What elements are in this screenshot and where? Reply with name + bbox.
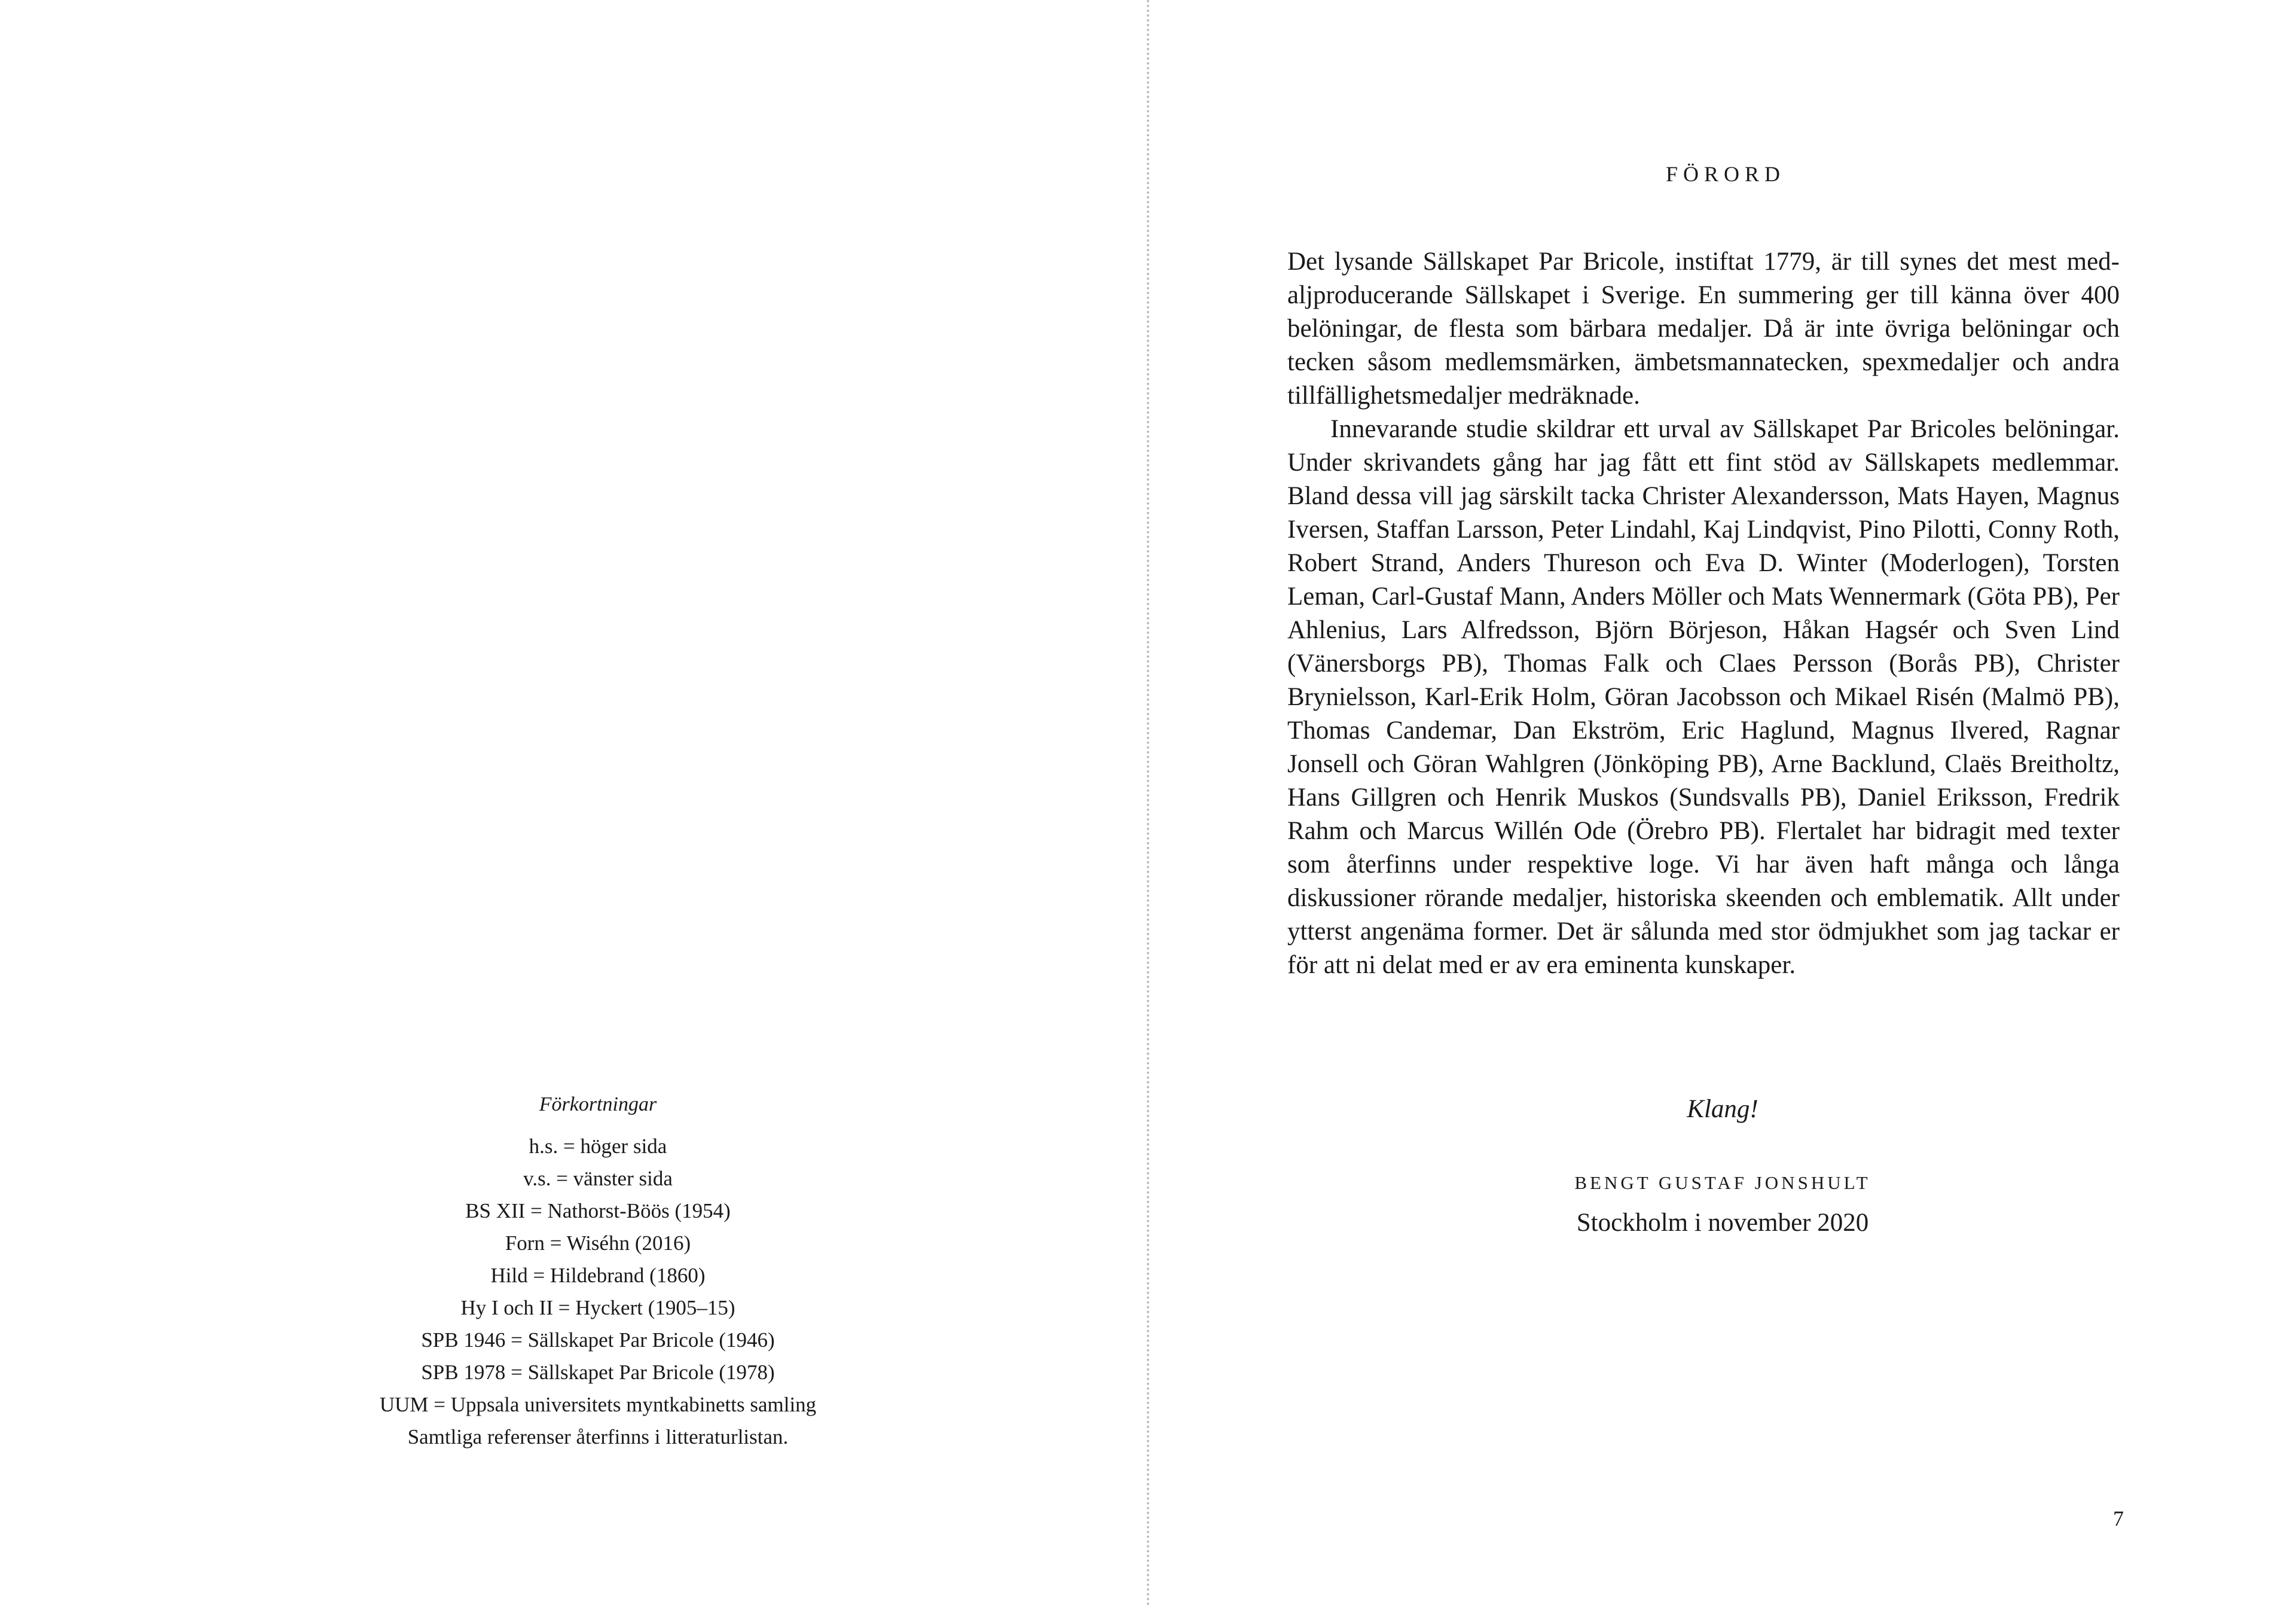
- page-title: FÖRORD: [1665, 162, 1786, 186]
- left-page: [0, 0, 1147, 1607]
- right-page: [1149, 0, 2296, 1607]
- page-number: 7: [2113, 1507, 2124, 1530]
- preface-paragraph-1: Det lysande Sällskapet Par Bricole, instiftat 1779, är till synes det mest medaljproducerande Sällskapet i Sverige. En summering ger till känna över 400 belöningar, de flesta som bärbara medaljer. Då är inte övriga belöningar och tecken såsom medlemsmärken, ämbetsmannatecken, spexmedaljer och andra tillfällighetsmedaljer medräknade.: [1287, 248, 2120, 410]
- abbreviations-heading: Förkortningar: [539, 1093, 657, 1115]
- closing-salutation: Klang!: [1687, 1095, 1758, 1123]
- abbreviation-item: SPB 1946 = Sällskapet Par Bricole (1946): [421, 1328, 775, 1352]
- abbreviation-item: Hy I och II = Hyckert (1905–15): [460, 1296, 735, 1319]
- abbreviation-item: Forn = Wiséhn (2016): [505, 1231, 691, 1255]
- abbreviations-block: [335, 1088, 861, 1453]
- abbreviation-note: Samtliga referenser återfinns i litteraturlistan.: [407, 1425, 789, 1449]
- author-name: BENGT GUSTAF JONSHULT: [1574, 1172, 1871, 1193]
- abbreviation-item: h.s. = höger sida: [529, 1135, 667, 1158]
- abbreviation-item: v.s. = vänster sida: [523, 1167, 673, 1190]
- abbreviation-item: BS XII = Nathorst-Böös (1954): [465, 1199, 731, 1222]
- place-and-date: Stockholm i november 2020: [1576, 1209, 1869, 1237]
- abbreviation-item: SPB 1978 = Sällskapet Par Bricole (1978): [421, 1361, 775, 1384]
- preface-body: [1287, 245, 2120, 982]
- abbreviation-item: Hild = Hildebrand (1860): [490, 1264, 706, 1287]
- preface-paragraph-2: Innevarande studie skildrar ett urval av Sällskapet Par Bricoles belöningar. Under skrivandets gång har jag fått ett fint stöd av Sällskapets medlemmar. Bland dessa vill jag särskilt tacka Christer Alexandersson, Mats Hayen, Magnus Iversen, Staffan Larsson, Peter Lindahl, Kaj Lindqvist, Pino Pilotti, Conny Roth, Robert Strand, Anders Thureson och Eva D. Winter (Moderlogen), Torsten Leman, Carl-Gustaf Mann, Anders Möller och Mats Wennermark (Göta PB), Per Ahlenius, Lars Alfredsson, Björn Börjeson, Håkan Hagsér och Sven Lind (Vänersborgs PB), Thomas Falk och Claes Persson (Borås PB), Christer Brynielsson, Karl-Erik Holm, Göran Jacobsson och Mikael Risén (Malmö PB), Thomas Candemar, Dan Ekström, Eric Haglund, Magnus Ilvered, Ragnar Jonsell och Göran Wahlgren (Jönköping PB), Arne Backlund, Claës Breitholtz, Hans Gillgren och Henrik Muskos (Sundsvalls PB), Daniel Eriksson, Fredrik Rahm och Marcus Willén Ode (Örebro PB). Flertalet har bidragit med texter som återfinns under respektive loge. Vi har även haft många och långa diskussioner rörande medaljer, historiska skeenden och emblematik. Allt under ytterst angenäma former. Det är sålunda med stor ödmjukhet som jag tackar er för att ni delat med er av era eminenta kunskaper.: [1287, 415, 2120, 979]
- abbreviation-item: UUM = Uppsala universitets myntkabinetts samling: [379, 1393, 817, 1416]
